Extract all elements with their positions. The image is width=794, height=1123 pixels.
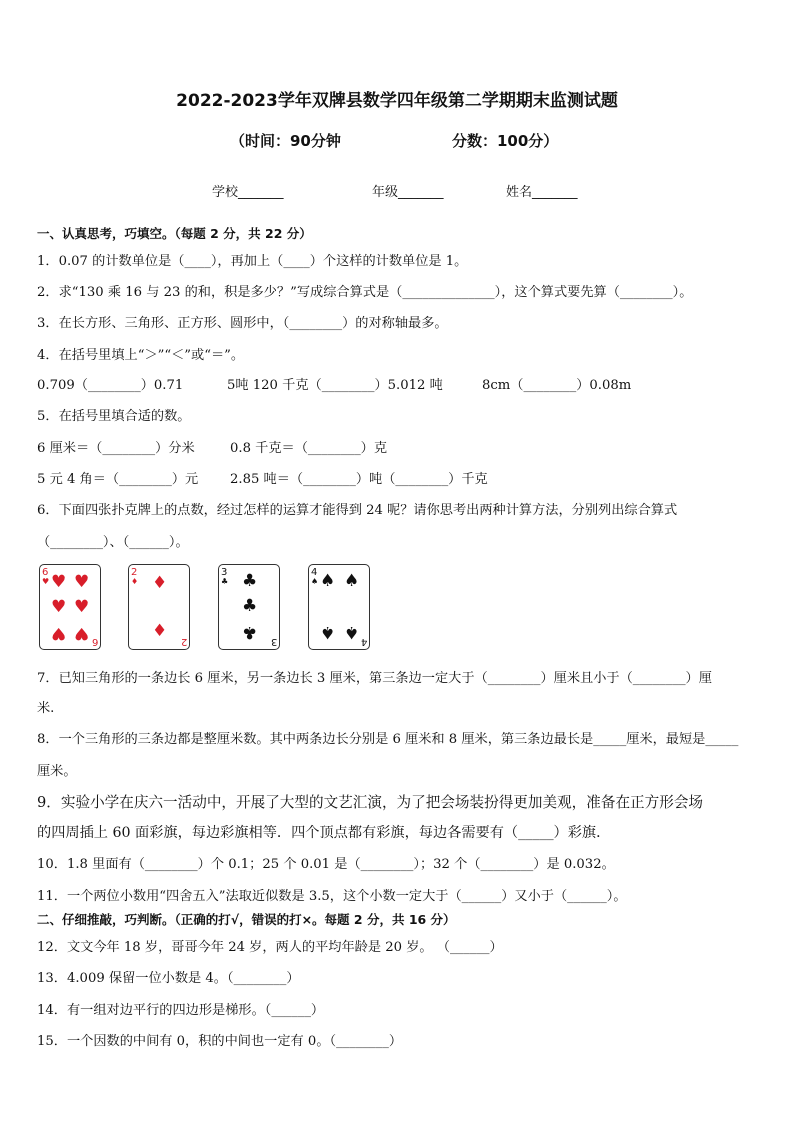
question-5b: 0.8 千克＝（________）克: [230, 441, 388, 456]
card-rank: 4: [360, 636, 367, 647]
exam-time: （时间：90分钟: [230, 132, 341, 150]
question-5c: 5 元 4 角＝（________）元: [37, 472, 199, 487]
playing-card-6-hearts: [39, 564, 101, 650]
heart-icon: ♥: [51, 623, 67, 643]
question-6-answers: （________）、（______）。: [37, 535, 189, 550]
heart-icon: ♥: [74, 597, 90, 617]
school-field: 学校_______: [212, 185, 284, 200]
spade-icon: ♠: [344, 622, 360, 642]
heart-icon: ♥: [51, 597, 67, 617]
question-4c: 8cm（________）0.08m: [482, 378, 632, 393]
diamond-icon: ♦: [152, 573, 168, 593]
heart-icon: ♥: [74, 572, 90, 592]
heart-icon: ♥: [51, 572, 67, 592]
question-13: 13．4.009 保留一位小数是 4。（________）: [37, 971, 300, 986]
grade-field: 年级_______: [372, 185, 444, 200]
club-icon: ♣: [242, 622, 258, 642]
question-5a: 6 厘米＝（________）分米: [37, 441, 195, 456]
section-1-heading: 一、认真思考，巧填空。（每题 2 分，共 22 分）: [37, 226, 312, 241]
heart-icon: ♥: [74, 623, 90, 643]
card-rank: 3: [270, 636, 277, 647]
question-4: 4．在括号里填上“＞”“＜”或“＝”。: [37, 348, 245, 363]
playing-card-4-spades: [308, 564, 370, 650]
spade-icon: ♠: [320, 571, 336, 591]
question-11: 11．一个两位小数用“四舍五入”法取近似数是 3.5，这个小数一定大于（______）又小于（______）。: [37, 889, 627, 904]
spade-icon: ♠: [320, 622, 336, 642]
playing-card-2-diamonds: [128, 564, 190, 650]
spade-icon: ♠: [311, 577, 319, 586]
question-9: 9．实验小学在庆六一活动中，开展了大型的文艺汇演，为了把会场装扮得更加美观，准备在正方形会场: [37, 794, 704, 811]
question-9-cont: 的四周插上 60 面彩旗，每边彩旗相等．四个顶点都有彩旗，每边各需要有（_____）彩旗．: [37, 825, 611, 841]
diamond-icon: ♦: [152, 621, 168, 641]
playing-card-3-clubs: [218, 564, 280, 650]
card-rank: 3: [221, 567, 228, 578]
question-5d: 2.85 吨＝（________）吨（________）千克: [230, 472, 488, 487]
diamond-icon: ♦: [131, 577, 139, 586]
spade-icon: ♠: [344, 571, 360, 591]
card-rank: 6: [91, 636, 98, 647]
question-4a: 0.709（________）0.71: [37, 378, 184, 393]
club-icon: ♣: [242, 596, 258, 616]
card-rank: 2: [180, 636, 187, 647]
question-6: 6．下面四张扑克牌上的点数，经过怎样的运算才能得到 24 呢？请你思考出两种计算方法，分别列出综合算式: [37, 503, 678, 518]
page-title: 2022-2023学年双牌县数学四年级第二学期期末监测试题: [176, 91, 618, 111]
exam-score: 分数：100分）: [452, 132, 559, 150]
question-3: 3．在长方形、三角形、正方形、圆形中，（________）的对称轴最多。: [37, 316, 448, 331]
question-12: 12．文文今年 18 岁，哥哥今年 24 岁，两人的平均年龄是 20 岁。 （______）: [37, 940, 503, 955]
club-icon: ♣: [242, 571, 258, 591]
question-7-cont: 米.: [37, 701, 55, 716]
question-10: 10．1.8 里面有（________）个 0.1；25 个 0.01 是（________）；32 个（________）是 0.032。: [37, 857, 615, 872]
question-4b: 5吨 120 千克（________）5.012 吨: [227, 378, 443, 393]
question-2: 2．求“130 乘 16 与 23 的和，积是多少？”写成综合算式是（______________），这个算式要先算（________）。: [37, 285, 693, 300]
section-2-heading: 二、仔细推敲，巧判断。（正确的打√，错误的打×。每题 2 分，共 16 分）: [37, 912, 456, 927]
card-rank: 2: [131, 567, 138, 578]
heart-icon: ♥: [42, 577, 50, 586]
card-rank: 4: [311, 567, 318, 578]
question-15: 15．一个因数的中间有 0，积的中间也一定有 0。（________）: [37, 1034, 403, 1049]
question-14: 14．有一组对边平行的四边形是梯形。（______）: [37, 1003, 325, 1018]
question-8-cont: 厘米。: [37, 764, 77, 779]
question-5: 5．在括号里填合适的数。: [37, 409, 191, 424]
question-7: 7．已知三角形的一条边长 6 厘米，另一条边长 3 厘米，第三条边一定大于（________）厘米且小于（________）厘: [37, 671, 712, 686]
card-rank: 6: [42, 567, 49, 578]
name-field: 姓名_______: [506, 185, 578, 200]
question-1: 1．0.07 的计数单位是（____），再加上（____）个这样的计数单位是 1。: [37, 254, 468, 269]
club-icon: ♣: [221, 577, 229, 586]
question-8: 8．一个三角形的三条边都是整厘米数。其中两条边长分别是 6 厘米和 8 厘米，第三条边最长是_____厘米，最短是_____: [37, 732, 739, 747]
